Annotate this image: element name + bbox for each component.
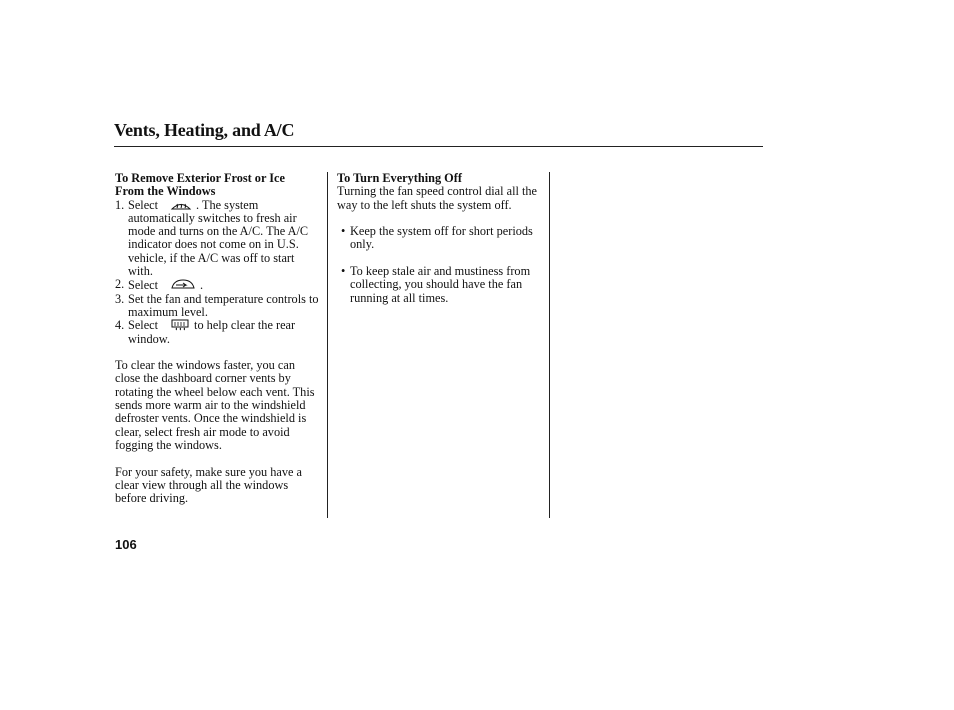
turn-off-heading: To Turn Everything Off	[337, 171, 462, 185]
frost-heading-line1: To Remove Exterior Frost or Ice	[115, 171, 285, 185]
step-text: Select	[128, 278, 159, 293]
column-divider-1	[327, 172, 328, 518]
frost-heading	[115, 172, 321, 199]
right-column	[337, 172, 543, 305]
bullet-text: To keep stale air and mustiness from collecting, you should have the fan running at all times.	[350, 264, 531, 305]
step-number: 3.	[115, 291, 125, 306]
clear-windows-paragraph: To clear the windows faster, you can close the dashboard corner vents by rotating the wheel below each vent. This sends more warm air to the windshield defroster vents. Once the windshield is clear, select fresh air mode to avoid fogging the windows.	[115, 358, 315, 452]
rear-window-defrost-icon	[170, 319, 190, 331]
step-text-cont: to help clear the rear window.	[128, 318, 296, 346]
bullet-text: Keep the system off for short periods only.	[350, 224, 533, 252]
safety-paragraph: For your safety, make sure you have a clear view through all the windows before driving.	[115, 464, 303, 506]
left-column	[115, 172, 321, 505]
title-rule	[114, 146, 763, 147]
windshield-defrost-icon	[170, 199, 192, 211]
page-number: 106	[115, 537, 137, 552]
page-title: Vents, Heating, and A/C	[114, 120, 295, 140]
bullet-icon: •	[341, 224, 346, 239]
step-number: 4.	[115, 318, 125, 333]
step-text: Select	[128, 197, 159, 212]
bullet-icon: •	[341, 264, 346, 279]
step-4	[115, 319, 321, 346]
fresh-air-mode-icon	[170, 278, 196, 291]
frost-heading-line2: From the Windows	[115, 184, 216, 199]
step-text-cont: .	[200, 278, 204, 293]
step-text: Select	[128, 318, 159, 333]
step-text-cont: . The system automatically switches to fresh air mode and turns on the A/C. The A/C indicator does not come on in U.S. vehicle, if the A/C was off to start with.	[128, 197, 309, 279]
bullet-item	[337, 265, 543, 305]
step-number: 1.	[115, 197, 125, 212]
step-2	[115, 278, 321, 292]
step-3	[115, 293, 321, 320]
bullet-item	[337, 225, 543, 252]
turn-off-intro: Turning the fan speed control dial all the way to the left shuts the system off.	[337, 184, 538, 212]
step-number: 2.	[115, 277, 125, 292]
step-1	[115, 199, 321, 279]
step-text: Set the fan and temperature controls to maximum level.	[128, 291, 319, 319]
column-divider-2	[549, 172, 550, 518]
